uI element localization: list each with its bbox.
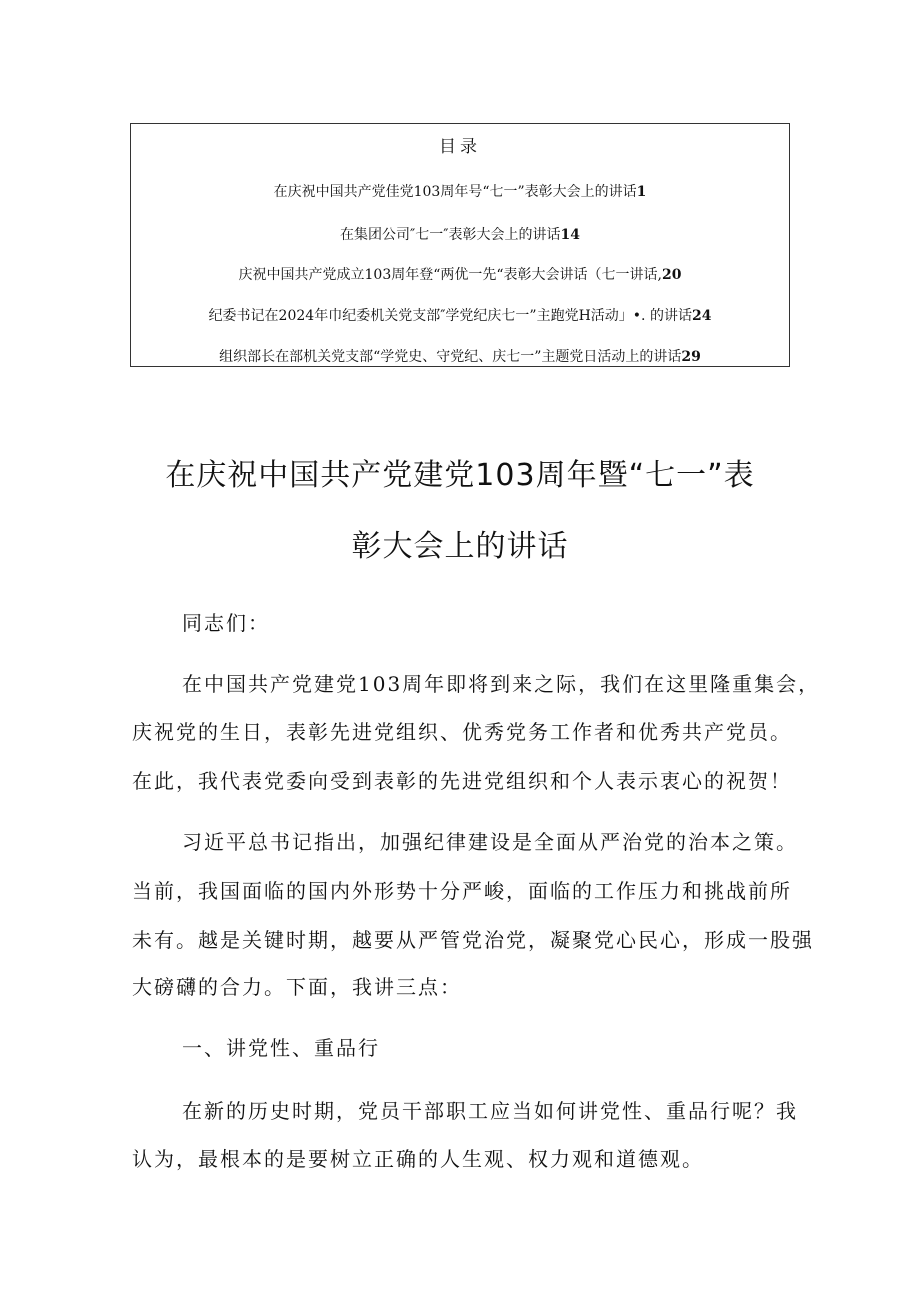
toc-entry-page: 29	[681, 349, 701, 365]
salutation: 同志们：	[182, 611, 270, 635]
paragraph-line: 未有。越是关键时期，越要从严管党治党，凝聚党心民心，形成一股强	[132, 928, 814, 952]
toc-entry[interactable]	[131, 181, 789, 201]
paragraph-line: 庆祝党的生日，表彰先进党组织、优秀党务工作者和优秀共产党员。	[132, 720, 792, 744]
paragraph-line: 在新的历史时期，党员干部职工应当如何讲党性、重品行呢？我	[182, 1099, 798, 1123]
toc-title: 目录	[439, 137, 481, 157]
article-title-line-1: 在庆祝中国共产党建党103周年暨“七一”表	[165, 458, 755, 493]
toc-entry-text: 在庆祝中国共产党佳党103周年号“七一”表彰大会上的讲话	[273, 184, 637, 200]
article-title-line-2: 彰大会上的讲话	[351, 529, 569, 564]
section-heading: 一、讲党性、重品行	[182, 1036, 380, 1060]
toc-entry[interactable]	[131, 224, 789, 244]
paragraph-line: 在此，我代表党委向受到表彰的先进党组织和个人表示衷心的祝贺！	[132, 769, 792, 793]
toc-entry-page: 1	[636, 184, 647, 200]
toc-entry-text: 在集团公司″七一″表彰大会上的讲话	[340, 227, 561, 243]
paragraph-line: 认为，最根本的是要树立正确的人生观、权力观和道德观。	[132, 1147, 704, 1171]
toc-entry[interactable]	[131, 305, 789, 325]
toc-entry-page: 14	[560, 227, 580, 243]
paragraph-line: 习近平总书记指出，加强纪律建设是全面从严治党的治本之策。	[182, 830, 798, 854]
paragraph-line: 在中国共产党建党103周年即将到来之际，我们在这里隆重集会，	[182, 672, 821, 696]
toc-entry[interactable]	[131, 346, 789, 366]
toc-entry-page: 20	[662, 267, 682, 283]
toc-entry[interactable]	[131, 264, 789, 284]
paragraph-line: 当前，我国面临的国内外形势十分严峻，面临的工作压力和挑战前所	[132, 879, 792, 903]
toc-entry-text: 组织部长在部机关党支部“学党史、守党纪、庆七一”主题党日活动上的讲话	[219, 349, 682, 365]
paragraph-line: 大磅礴的合力。下面，我讲三点：	[132, 975, 462, 999]
toc-entry-text: 庆祝中国共产党成立103周年登“两优一先“表彰大会讲话（七一讲话,	[238, 267, 662, 283]
toc-entry-page: 24	[691, 308, 712, 324]
toc-entry-text: 纪委书记在2024年巾纪委机关党支部″学党纪庆七一”主跑党H活动」•. 的讲话	[208, 308, 692, 324]
table-of-contents	[130, 123, 790, 367]
